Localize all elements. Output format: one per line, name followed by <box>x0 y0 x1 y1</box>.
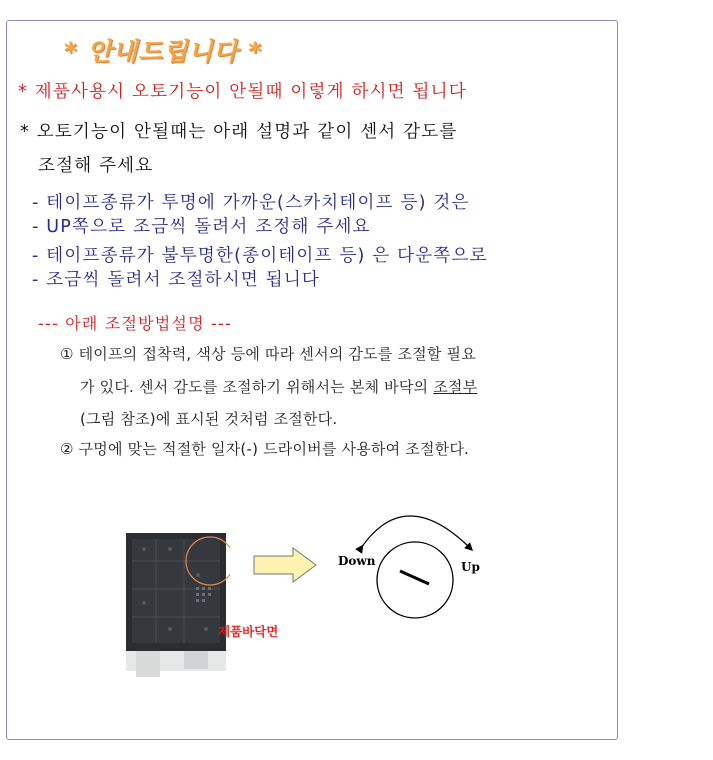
instruction-line-1: * 오토기능이 안될때는 아래 설명과 같이 센서 감도를 <box>20 122 458 142</box>
up-label: Up <box>461 560 480 574</box>
section-header: --- 아래 조절방법설명 --- <box>38 314 232 333</box>
tip-opaque-2: - 조금씩 돌려서 조절하시면 됩니다 <box>32 270 321 290</box>
down-label: Down <box>338 554 376 568</box>
right-arrow-icon <box>253 547 317 583</box>
tip-transparent-2: - UP쪽으로 조금씩 돌려서 조정해 주세요 <box>32 217 371 237</box>
instruction-line-2: 조절해 주세요 <box>38 156 154 176</box>
usage-notice: * 제품사용시 오토기능이 안될때 이렇게 하시면 됩니다 <box>18 82 467 102</box>
step1-line1: ① 테이프의 접착력, 색상 등에 따라 센서의 감도를 조절할 필요 <box>60 345 476 363</box>
step1-line3: (그림 참조)에 표시된 것처럼 조절한다. <box>80 410 338 428</box>
page-title: * 안내드립니다 * <box>64 37 263 66</box>
adjuster-term: 조절부 <box>433 378 478 396</box>
step2-line: ② 구멍에 맞는 적절한 일자(-) 드라이버를 사용하여 조절한다. <box>60 440 469 458</box>
photo-caption: 제품바닥면 <box>218 624 279 639</box>
dial-circle <box>377 542 453 618</box>
step1-line2-text: 가 있다. 센서 감도를 조절하기 위해서는 본체 바닥의 <box>80 378 434 396</box>
tip-transparent-1: - 테이프종류가 투명에 가까운(스카치테이프 등) 것은 <box>32 193 470 213</box>
step1-line2 <box>80 376 477 397</box>
product-bottom-photo <box>122 531 230 679</box>
tip-opaque-1: - 테이프종류가 불투명한(종이테이프 등) 은 다운쪽으로 <box>32 246 488 266</box>
